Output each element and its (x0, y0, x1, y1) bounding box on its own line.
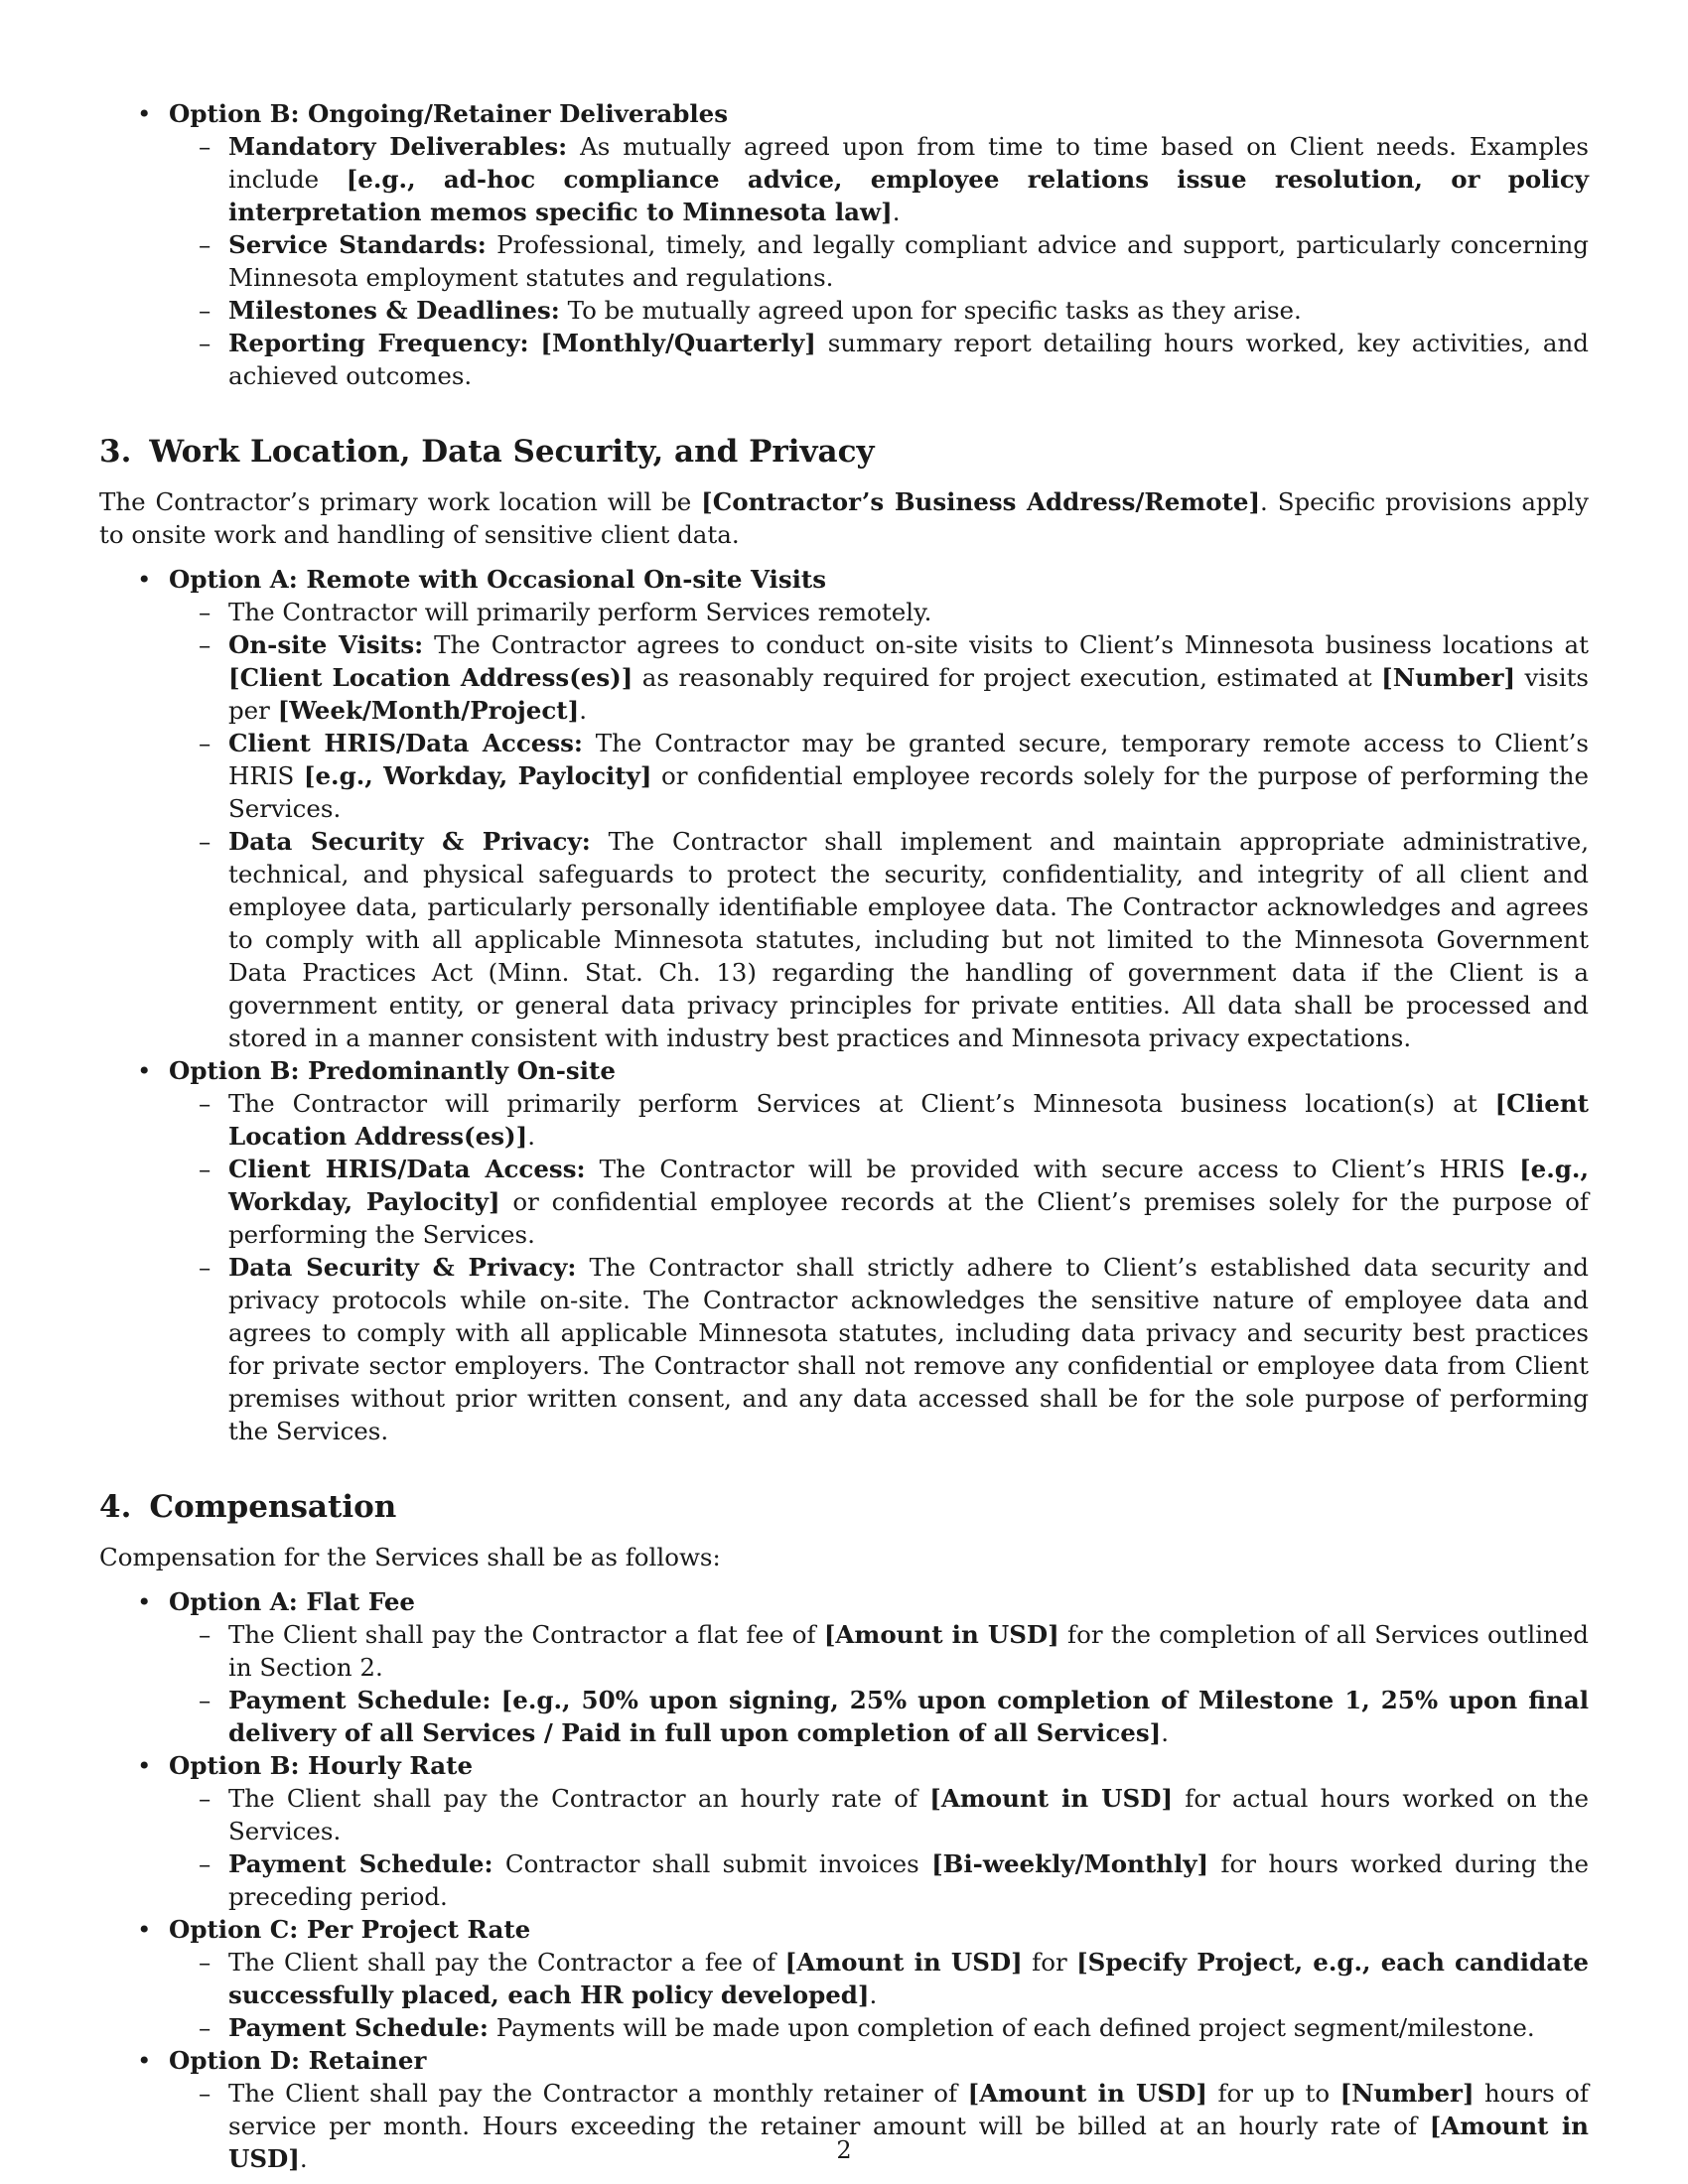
item-text: . (1161, 1718, 1170, 1747)
item-text: The Contractor will primarily perform Services at Client’s Minnesota business location(s) at (228, 1089, 1495, 1118)
item-text: hours of service per month. Hours exceeding the retainer amount will be billed at an hourly rate of (228, 2079, 1589, 2140)
sub-list-item (169, 628, 1589, 727)
item-text: The Contractor will primarily perform Services remotely. (228, 598, 932, 626)
section-number: 3. (99, 434, 132, 470)
section-title: Compensation (149, 1489, 397, 1525)
item-text: The Contractor may be granted secure, temporary remote access to Client’s HRIS (228, 729, 1589, 790)
sub-list (169, 130, 1589, 392)
sub-list-item (169, 596, 1589, 628)
intro-text: The Contractor’s primary work location will be (99, 487, 702, 516)
item-placeholder: [Amount in USD] (823, 1620, 1059, 1649)
page-number: 2 (836, 2136, 852, 2164)
item-text: . (579, 696, 587, 725)
sub-list-item (169, 1847, 1589, 1913)
item-text: The Client shall pay the Contractor an hourly rate of (228, 1784, 930, 1813)
item-text: . (869, 1980, 878, 2009)
item-label: Client HRIS/Data Access: (228, 729, 583, 757)
item-text: or confidential employee records at the Client’s premises solely for the purpose of performing the Services. (228, 1187, 1589, 1249)
section-title: Work Location, Data Security, and Privacy (149, 434, 875, 470)
item-text: The Contractor shall strictly adhere to Client’s established data security and privacy protocols while on-site. The Contractor acknowledges the sensitive nature of employee data and agrees to comply with all applicable Minnesota statutes, including data privacy and security best practices for private sector employers. The Contractor shall not remove any confidential or employee data from Client premises without prior written consent, and any data accessed shall be for the sole purpose of performing the Services. (228, 1253, 1589, 1445)
item-text: summary report detailing hours worked, key activities, and achieved outcomes. (228, 329, 1589, 390)
sub-list (169, 1782, 1589, 1913)
sub-list-item (169, 727, 1589, 825)
item-label: Payment Schedule: (228, 1849, 493, 1878)
sub-list (169, 1087, 1589, 1447)
sub-list-item (169, 130, 1589, 228)
option-title: Option B: Ongoing/Retainer Deliverables (169, 99, 729, 128)
item-placeholder: [Amount in USD] (967, 2079, 1207, 2108)
item-text: for up to (1206, 2079, 1340, 2108)
compensation-options-list (99, 1585, 1589, 2175)
item-placeholder: [e.g., ad-hoc compliance advice, employee relations issue resolution, or policy interpretation memos specific to Minnesota law] (228, 165, 1590, 226)
item-text: visits per (228, 663, 1589, 725)
item-text: or confidential employee records solely for the purpose of performing the Services. (228, 761, 1590, 823)
list-item (99, 1749, 1589, 1913)
option-title: Option B: Predominantly On-site (169, 1056, 616, 1085)
sub-list-item (169, 1087, 1589, 1153)
item-text: for actual hours worked on the Services. (228, 1784, 1589, 1845)
item-placeholder: [Client Location Address(es)] (228, 663, 633, 692)
item-placeholder: [Number] (1339, 2079, 1475, 2108)
section-intro (99, 485, 1589, 551)
section-heading (99, 432, 1589, 472)
sub-list-item (169, 1684, 1589, 1749)
item-text: as reasonably required for project execution, estimated at (633, 663, 1382, 692)
item-text: for the completion of all Services outlined in Section 2. (228, 1620, 1589, 1682)
list-item (99, 1913, 1589, 2044)
list-item (99, 563, 1589, 1054)
item-text: The Contractor will be provided with secure access to Client’s HRIS (599, 1155, 1520, 1183)
sub-list (169, 1618, 1589, 1749)
retainer-options-list (99, 97, 1589, 392)
item-text: Payments will be made upon completion of each defined project segment/milestone. (495, 2013, 1535, 2042)
section-heading (99, 1487, 1589, 1527)
list-item (99, 1585, 1589, 1749)
location-options-list (99, 563, 1589, 1447)
item-label: Service Standards: (228, 230, 487, 259)
option-title: Option A: Flat Fee (169, 1587, 416, 1616)
item-text: for hours worked during the preceding period. (228, 1849, 1589, 1911)
sub-list-item (169, 1946, 1589, 2011)
item-label: Data Security & Privacy: (228, 827, 591, 856)
item-placeholder: [e.g., Workday, Paylocity] (303, 761, 652, 790)
intro-text: . Specific provisions apply to onsite work and handling of sensitive client data. (99, 487, 1589, 549)
sub-list-item (169, 1251, 1589, 1447)
item-label: Milestones & Deadlines: (228, 296, 560, 325)
item-text: The Client shall pay the Contractor a flat fee of (228, 1620, 824, 1649)
sub-list-item (169, 1153, 1589, 1251)
sub-list-item (169, 825, 1589, 1054)
item-placeholder: [e.g., 50% upon signing, 25% upon completion of Milestone 1, 25% upon final delivery of all Services / Paid in full upon completion of all Services] (228, 1686, 1589, 1747)
intro-placeholder: [Contractor’s Business Address/Remote] (701, 487, 1261, 516)
option-title: Option B: Hourly Rate (169, 1751, 474, 1780)
item-text: . (299, 2144, 308, 2173)
item-text: To be mutually agreed upon for specific tasks as they arise. (567, 296, 1302, 325)
item-placeholder: [e.g., Workday, Paylocity] (228, 1155, 1589, 1216)
sub-list-item (169, 2011, 1589, 2044)
item-placeholder: [Week/Month/Project] (277, 696, 580, 725)
item-label: Payment Schedule: (228, 2013, 489, 2042)
list-item (99, 97, 1589, 392)
item-text: The Contractor agrees to conduct on-site visits to Client’s Minnesota business locations at (434, 630, 1589, 659)
section-number: 4. (99, 1489, 132, 1525)
item-placeholder: [Number] (1381, 663, 1516, 692)
item-text: The Client shall pay the Contractor a fee of (228, 1948, 785, 1977)
item-placeholder: [Specify Project, e.g., each candidate successfully placed, each HR policy developed] (228, 1948, 1590, 2009)
option-title: Option A: Remote with Occasional On-site Visits (169, 565, 827, 594)
document-page (99, 97, 1589, 2175)
item-label: Data Security & Privacy: (228, 1253, 577, 1282)
sub-list (169, 1946, 1589, 2044)
list-item (99, 1054, 1589, 1447)
sub-list-item (169, 1782, 1589, 1847)
item-text: The Client shall pay the Contractor a monthly retainer of (228, 2079, 968, 2108)
item-placeholder: [Client Location Address(es)] (228, 1089, 1589, 1151)
sub-list-item (169, 327, 1589, 392)
option-title: Option D: Retainer (169, 2046, 427, 2075)
item-label: Reporting Frequency: (228, 329, 529, 357)
item-text: for (1022, 1948, 1077, 1977)
item-text: . (527, 1122, 535, 1151)
option-title: Option C: Per Project Rate (169, 1915, 531, 1944)
item-label: On-site Visits: (228, 630, 424, 659)
item-placeholder: [Monthly/Quarterly] (540, 329, 816, 357)
item-label: Payment Schedule: (228, 1686, 492, 1714)
sub-list (169, 596, 1589, 1054)
sub-list-item (169, 294, 1589, 327)
item-placeholder: [Amount in USD] (784, 1948, 1023, 1977)
item-text: The Contractor shall implement and maintain appropriate administrative, technical, and physical safeguards to protect the security, confidentiality, and integrity of all client and employee data, particularly personally identifiable employee data. The Contractor acknowledges and agrees to comply with all applicable Minnesota statutes, including but not limited to the Minnesota Government Data Practices Act (Minn. Stat. Ch. 13) regarding the handling of government data if the Client is a government entity, or general data privacy principles for private entities. All data shall be processed and stored in a manner consistent with industry best practices and Minnesota privacy expectations. (228, 827, 1589, 1052)
item-text: Professional, timely, and legally compliant advice and support, particularly concerning Minnesota employment statutes and regulations. (228, 230, 1589, 292)
item-tail: . (892, 198, 901, 226)
section-intro: Compensation for the Services shall be as follows: (99, 1543, 721, 1571)
item-text: Contractor shall submit invoices (504, 1849, 932, 1878)
sub-list-item (169, 1618, 1589, 1684)
item-placeholder: [Amount in USD] (228, 2112, 1589, 2173)
sub-list-item (169, 228, 1589, 294)
item-label: Mandatory Deliverables: (228, 132, 568, 161)
item-text: As mutually agreed upon from time to time based on Client needs. Examples include (228, 132, 1589, 194)
item-placeholder: [Bi-weekly/Monthly] (931, 1849, 1209, 1878)
item-label: Client HRIS/Data Access: (228, 1155, 586, 1183)
item-placeholder: [Amount in USD] (929, 1784, 1174, 1813)
